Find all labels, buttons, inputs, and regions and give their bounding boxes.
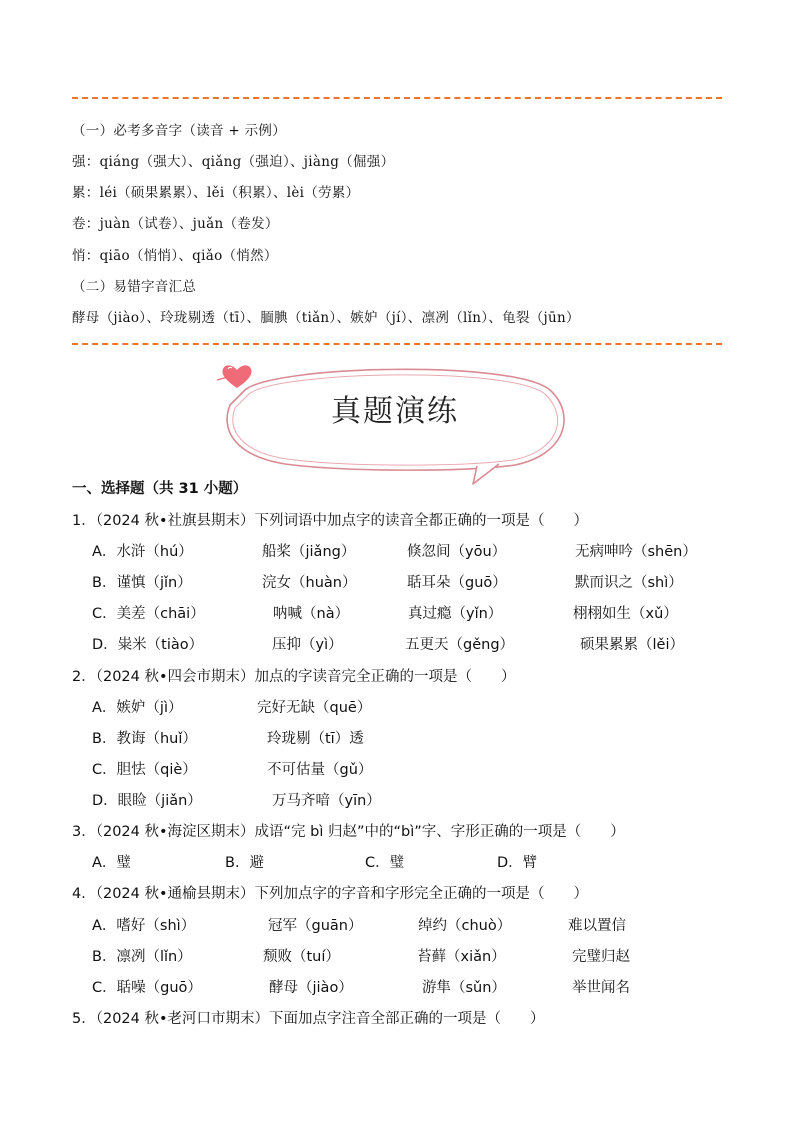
knowledge-errors-line: 酵母（jiào）、玲珑剔透（tī）、腼腆（tiǎn）、嫉妒（jí）、凛冽（lǐn）、龟裂（jūn） — [72, 310, 580, 326]
option-label: A．嗜好（shì） — [92, 918, 196, 934]
question-stem: 5．（2024 秋•老河口市期末）下面加点字注音全部正确的一项是（ ） — [72, 1011, 545, 1027]
option-label: D．粜米（tiào） — [92, 637, 204, 653]
option-item: 颓败（tuí） — [263, 949, 340, 965]
option-label: B．避 — [225, 855, 264, 871]
option-item: 栩栩如生（xǔ） — [573, 606, 678, 622]
option-item: 冠军（guān） — [268, 918, 363, 934]
option-label: A．璧 — [92, 855, 131, 871]
section-title: 一、选择题（共 31 小题） — [72, 481, 248, 497]
option-label: B．凛冽（lǐn） — [92, 949, 192, 965]
practice-banner — [215, 360, 575, 485]
question-stem: 1．（2024 秋•社旗县期末）下列词语中加点字的读音全都正确的一项是（ ） — [72, 513, 589, 529]
option-item: 真过瘾（yǐn） — [408, 606, 503, 622]
option-item: 呐喊（nà） — [273, 606, 350, 622]
question-stem: 3．（2024 秋•海淀区期末）成语“完 bì 归赵”中的“bì”字、字形正确的一项是（ ） — [72, 824, 625, 840]
option-item: 无病呻吟（shēn） — [575, 544, 697, 560]
option-item: 绰约（chuò） — [418, 918, 512, 934]
option-item: 压抑（yì） — [272, 637, 343, 653]
knowledge-line: 累：léi（硕果累累）、lěi（积累）、lèi（劳累） — [72, 185, 360, 201]
bottom-dashed-divider — [72, 343, 722, 345]
knowledge-section2-title: （二）易错字音汇总 — [72, 279, 197, 295]
option-label: D．臂 — [497, 855, 538, 871]
option-label: A．水浒（hú） — [92, 544, 193, 560]
option-label: C．胆怯（qiè） — [92, 762, 197, 778]
option-item: 举世闻名 — [572, 980, 630, 996]
option-item: 难以置信 — [568, 918, 626, 934]
option-item: 浣女（huàn） — [262, 575, 357, 591]
knowledge-section1-title: （一）必考多音字（读音 + 示例） — [72, 123, 286, 139]
option-item: 船桨（jiǎng） — [262, 544, 356, 560]
knowledge-line: 悄：qiāo（悄悄）、qiǎo（悄然） — [72, 248, 278, 264]
option-item: 玲珑剔（tī）透 — [267, 731, 364, 747]
option-label: C．美差（chāi） — [92, 606, 205, 622]
option-label: B．教诲（huǐ） — [92, 731, 197, 747]
option-item: 硕果累累（lěi） — [580, 637, 684, 653]
option-label: D．眼睑（jiǎn） — [92, 793, 202, 809]
option-item: 酵母（jiào） — [269, 980, 353, 996]
knowledge-line: 卷：juàn（试卷）、juǎn（卷发） — [72, 216, 279, 232]
option-item: 聒耳朵（guō） — [407, 575, 507, 591]
knowledge-line: 强：qiáng（强大）、qiǎng（强迫）、jiàng（倔强） — [72, 154, 395, 170]
option-item: 不可估量（gǔ） — [267, 762, 373, 778]
banner-title: 真题演练 — [331, 394, 459, 429]
option-item: 倏忽间（yōu） — [407, 544, 507, 560]
option-label: C．聒噪（guō） — [92, 980, 202, 996]
option-item: 完好无缺（quē） — [257, 700, 372, 716]
option-label: A．嫉妒（jì） — [92, 700, 183, 716]
top-dashed-divider — [72, 97, 722, 99]
option-item: 苔藓（xiǎn） — [417, 949, 506, 965]
option-item: 游隼（sǔn） — [422, 980, 506, 996]
option-item: 默而识之（shì） — [575, 575, 683, 591]
option-label: C．璧 — [365, 855, 405, 871]
option-label: B．谨慎（jǐn） — [92, 575, 192, 591]
question-stem: 4．（2024 秋•通榆县期末）下列加点字的字音和字形完全正确的一项是（ ） — [72, 886, 589, 902]
question-stem: 2．（2024 秋•四会市期末）加点的字读音完全正确的一项是（ ） — [72, 669, 516, 685]
option-item: 五更天（gěng） — [405, 637, 515, 653]
option-item: 万马齐喑（yīn） — [272, 793, 381, 809]
option-item: 完璧归赵 — [572, 949, 630, 965]
